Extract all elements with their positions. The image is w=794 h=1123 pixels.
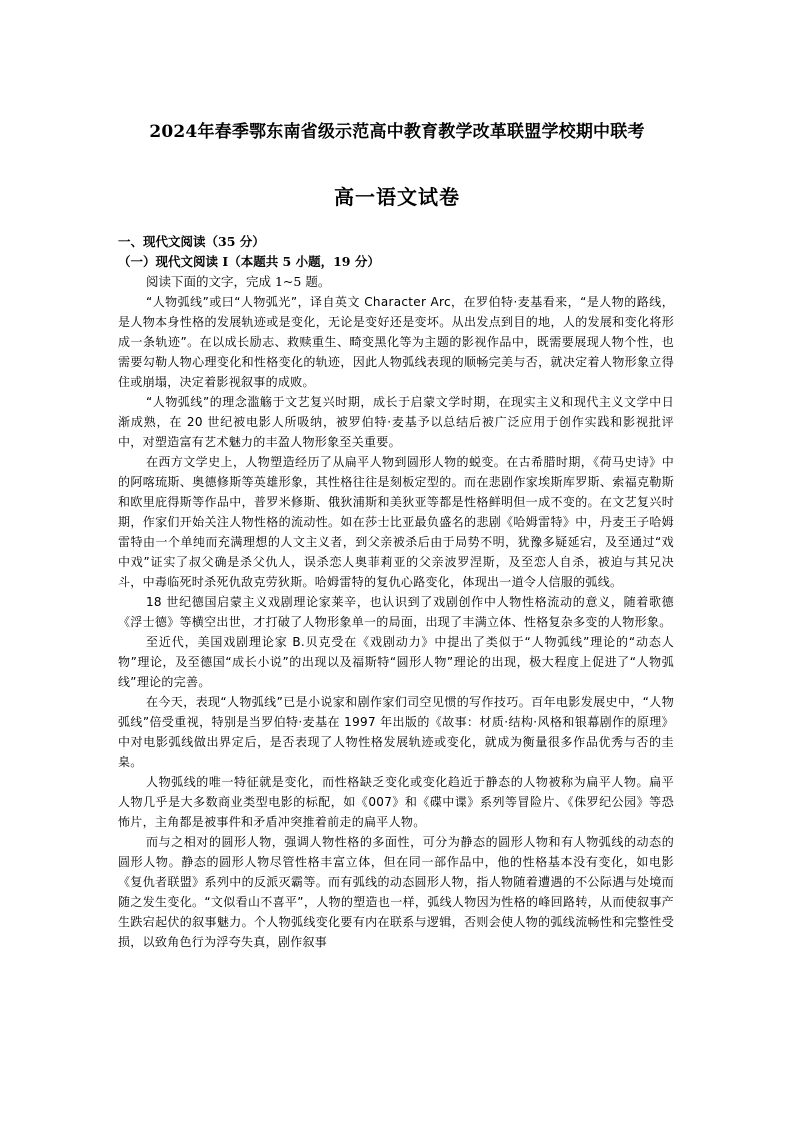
passage-paragraph-5: 至近代，美国戏剧理论家 B.贝克受在《戏剧动力》中提出了类似于“人物弧线”理论的“动态人物”理论，及至德国“成长小说”的出现以及福斯特“圆形人物”理论的出现，极大程度上促进了“人物弧线”理论的完善。: [118, 635, 674, 689]
passage-paragraph-1: “人物弧线”或曰“人物弧光”，译自英文 Character Arc，在罗伯特·麦基看来，“是人物的路线，是人物本身性格的发展轨迹或是变化，无论是变好还是变坏。从出发点到目的地，人的发展和变化将形成一条轨迹”。在以成长励志、救赎重生、畸变黑化等为主题的影视作品中，既需要展现人物个性，也需要勾勒人物心理变化和性格变化的轨迹，因此人物弧线表现的顺畅完美与否，就决定着人物形象立得住或崩塌，决定着影视叙事的成败。: [118, 295, 674, 389]
passage-paragraph-6: 在今天，表现“人物弧线”已是小说家和剧作家们司空见惯的写作技巧。百年电影发展史中，“人物弧线”倍受重视，特别是当罗伯特·麦基在 1997 年出版的《故事：材质·结构·风格和银幕剧作的原理》中对电影弧线做出界定后，是否表现了人物性格发展轨迹或变化，就成为衡量很多作品优秀与否的圭臬。: [118, 695, 674, 769]
passage-paragraph-3: 在西方文学史上，人物塑造经历了从扁平人物到圆形人物的蜕变。在古希腊时期，《荷马史诗》中的阿喀琉斯、奥德修斯等英雄形象，其性格往往是刻板定型的。而在悲剧作家埃斯库罗斯、索福克勒斯和欧里庇得斯等作品中，普罗米修斯、俄狄浦斯和美狄亚等都是性格鲜明但一成不变的。在文艺复兴时期，作家们开始关注人物性格的流动性。如在莎士比亚最负盛名的悲剧《哈姆雷特》中，丹麦王子哈姆雷特由一个单纯而充满理想的人文主义者，到父亲被杀后由于局势不明，犹豫多疑延宕，及至通过“戏中戏”证实了叔父确是杀父仇人，误杀恋人奥菲莉亚的父亲波罗涅斯，及至恋人自杀，被迫与其兄决斗，中毒临死时杀死仇敌克劳狄斯。哈姆雷特的复仇心路变化，体现出一道令人信服的弧线。: [118, 455, 674, 589]
paper-title: 高一语文试卷: [334, 185, 460, 209]
subsection-heading: （一）现代文阅读 I（本题共 5 小题，19 分）: [118, 254, 380, 269]
reading-instruction: 阅读下面的文字，完成 1~5 题。: [146, 274, 331, 289]
passage-paragraph-2: “人物弧线”的理念滥觞于文艺复兴时期，成长于启蒙文学时期，在现实主义和现代主义文学中日渐成熟，在 20 世纪被电影人所吸纳，被罗伯特·麦基予以总结后被广泛应用于创作实践和影视批评中，对塑造富有艺术魅力的丰盈人物形象至关重要。: [118, 395, 674, 449]
reading-section: [118, 232, 674, 952]
passage-paragraph-8: 而与之相对的圆形人物，强调人物性格的多面性，可分为静态的圆形人物和有人物弧线的动态的圆形人物。静态的圆形人物尽管性格丰富立体，但在同一部作品中，他的性格基本没有变化，如电影《复仇者联盟》系列中的反派灭霸等。而有弧线的动态圆形人物，指人物随着遭遇的不公际遇与处境而随之发生变化。“文似看山不喜平”，人物的塑造也一样，弧线人物因为性格的峰回路转，从而使叙事产生跌宕起伏的叙事魅力。个人物弧线变化要有内在联系与逻辑，否则会使人物的弧线流畅性和完整性受损，以致角色行为浮夸失真，剧作叙事: [118, 835, 674, 949]
exam-title: 2024年春季鄂东南省级示范高中教育教学改革联盟学校期中联考: [149, 122, 645, 142]
passage-paragraph-4: 18 世纪德国启蒙主义戏剧理论家莱辛，也认识到了戏剧创作中人物性格流动的意义，随着歌德《浮士德》等横空出世，才打破了人物形象单一的局面，出现了丰满立体、性格复杂多变的人物形象。: [118, 595, 674, 629]
section-heading: 一、现代文阅读（35 分）: [118, 234, 265, 249]
passage-paragraph-7: 人物弧线的唯一特征就是变化，而性格缺乏变化或变化趋近于静态的人物被称为扁平人物。扁平人物几乎是大多数商业类型电影的标配，如《007》和《碟中谍》系列等冒险片、《侏罗纪公园》等恐怖片，主角都是被事件和矛盾冲突推着前走的扁平人物。: [118, 775, 674, 829]
